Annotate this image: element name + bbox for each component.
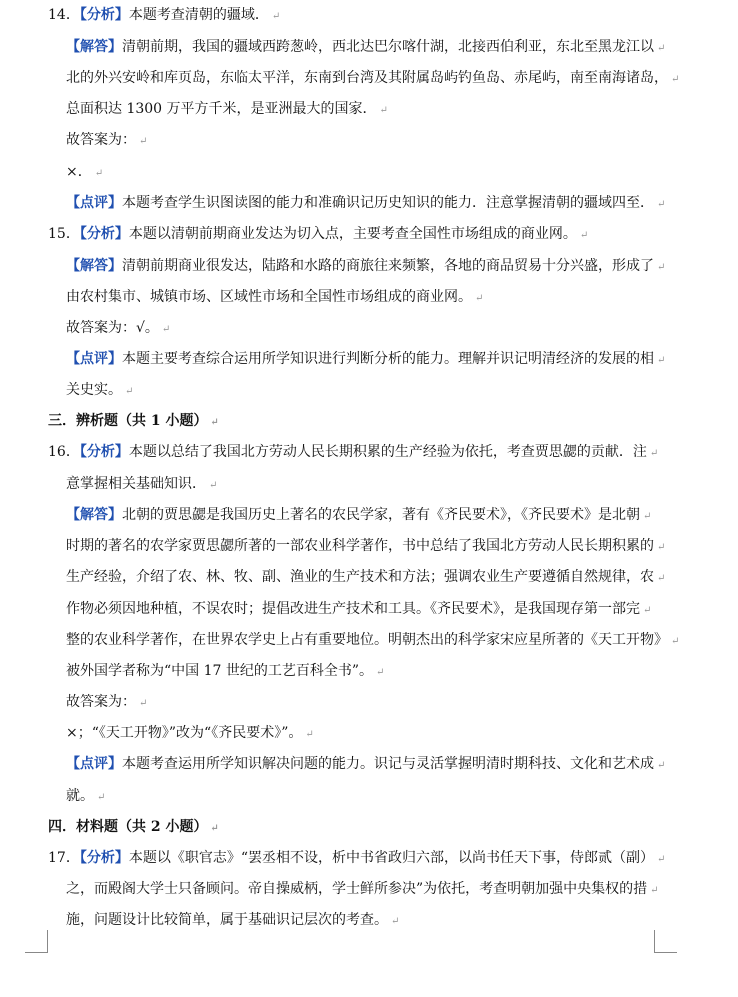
line-text: 北朝的贾思勰是我国历史上著名的农民学家，著有《齐民要术》，《齐民要术》是北朝	[122, 507, 640, 523]
answer-tag: 【点评】	[66, 351, 122, 367]
line-text: 就。	[66, 788, 94, 804]
paragraph-mark: ↵	[650, 885, 659, 896]
paragraph-mark: ↵	[657, 355, 666, 366]
paragraph-mark: ↵	[657, 542, 666, 553]
text-line	[66, 380, 133, 402]
paragraph-mark: ↵	[210, 417, 219, 428]
paragraph-mark: ↵	[475, 293, 484, 304]
paragraph-mark: ↵	[376, 667, 385, 678]
line-text: 被外国学者称为“中国 17 世纪的工艺百科全书”。	[66, 663, 374, 679]
paragraph-mark: ↵	[209, 480, 218, 491]
answer-tag: 【分析】	[79, 226, 129, 242]
line-text: 北的外兴安岭和库页岛，东临太平洋，东南到台湾及其附属岛屿钓鱼岛、赤尾屿，南至南海诸岛，	[66, 70, 668, 86]
text-line	[66, 162, 103, 184]
text-line	[48, 5, 280, 27]
text-line	[66, 349, 665, 371]
text-line	[66, 786, 105, 808]
paragraph-mark: ↵	[657, 43, 666, 54]
text-line	[48, 224, 588, 246]
paragraph-mark: ↵	[125, 386, 134, 397]
paragraph-mark: ↵	[657, 199, 666, 210]
paragraph-mark: ↵	[97, 792, 106, 803]
text-line	[66, 879, 659, 901]
line-text: 由农村集市、城镇市场、区域性市场和全国性市场组成的商业网。	[66, 289, 472, 305]
text-line	[66, 536, 665, 558]
section-heading	[48, 817, 219, 839]
text-line	[66, 599, 651, 621]
paragraph-mark: ↵	[210, 823, 219, 834]
paragraph-mark: ↵	[305, 729, 314, 740]
answer-tag: 【分析】	[79, 850, 129, 866]
answer-tag: 【分析】	[79, 7, 129, 23]
text-line	[66, 692, 147, 714]
line-text: 故答案为：√。	[66, 320, 159, 336]
text-line	[66, 754, 665, 776]
line-text: 之，而殿阁大学士只备顾问。帝自操威柄，学士鲜所参决”为依托，考查明朝加强中央集权的措	[66, 881, 648, 897]
line-text: ×；“《天工开物》”改为“《齐民要术》”。	[66, 725, 303, 741]
line-text: 本题考查运用所学知识解决问题的能力。识记与灵活掌握明清时期科技、文化和艺术成	[122, 756, 654, 772]
text-line	[66, 723, 314, 745]
line-text: 时期的著名的农学家贾思勰所著的一部农业科学著作，书中总结了我国北方劳动人民长期积累的	[66, 538, 654, 554]
answer-tag: 【解答】	[66, 39, 122, 55]
paragraph-mark: ↵	[94, 168, 104, 179]
line-text: 关史实。	[66, 382, 122, 398]
line-text: 本题以总结了我国北方劳动人民长期积累的生产经验为依托，考查贾思勰的贡献．注	[128, 444, 647, 460]
text-line	[66, 256, 665, 278]
text-line	[66, 630, 679, 652]
paragraph-mark: ↵	[656, 854, 666, 865]
line-text: 本题考查清朝的疆域．	[128, 7, 269, 23]
line-text: 本题以清朝前期商业发达为切入点，主要考查全国性市场组成的商业网。	[128, 226, 577, 242]
paragraph-mark: ↵	[671, 636, 680, 647]
paragraph-mark: ↵	[671, 74, 680, 85]
paragraph-mark: ↵	[657, 262, 666, 273]
text-line	[66, 37, 665, 59]
question-number: 15．	[48, 226, 80, 242]
paragraph-mark: ↵	[161, 324, 171, 335]
text-line	[66, 287, 483, 309]
paragraph-mark: ↵	[649, 448, 659, 459]
paragraph-mark: ↵	[643, 511, 652, 522]
text-line	[66, 318, 170, 340]
line-text: 本题主要考查综合运用所学知识进行判断分析的能力。理解并识记明清经济的发展的相	[122, 351, 654, 367]
line-text: 整的农业科学著作，在世界农学史上占有重要地位。明朝杰出的科学家宋应星所著的《天工开物》	[66, 632, 668, 648]
line-text: 意掌握相关基础知识．	[66, 476, 206, 492]
line-text: 三．辨析题（共 1 小题）	[48, 413, 208, 429]
text-line	[48, 442, 658, 464]
paragraph-mark: ↵	[271, 11, 281, 22]
answer-tag: 【解答】	[66, 258, 122, 274]
line-text: 作物必须因地种植，不误农时；提倡改进生产技术和工具。《齐民要术》，是我国现存第一部完	[66, 601, 640, 617]
text-line	[66, 193, 665, 215]
text-line	[66, 567, 665, 589]
text-line	[66, 130, 147, 152]
line-text: ×．	[66, 164, 92, 180]
page-corner-mark-left	[25, 930, 48, 953]
answer-tag: 【点评】	[66, 195, 122, 211]
paragraph-mark: ↵	[643, 605, 652, 616]
answer-tag: 【分析】	[79, 444, 129, 460]
text-line	[66, 68, 679, 90]
line-text: 施，问题设计比较简单，属于基础识记层次的考查。	[66, 912, 388, 928]
question-number: 16．	[48, 444, 80, 460]
line-text: 四．材料题（共 2 小题）	[48, 819, 208, 835]
answer-tag: 【解答】	[66, 507, 122, 523]
text-line	[66, 99, 388, 121]
line-text: 清朝前期商业很发达，陆路和水路的商旅往来频繁，各地的商品贸易十分兴盛，形成了	[122, 258, 654, 274]
text-line	[48, 848, 665, 870]
line-text: 故答案为：	[66, 132, 136, 148]
paragraph-mark: ↵	[379, 105, 388, 116]
line-text: 故答案为：	[66, 694, 136, 710]
text-line	[66, 474, 217, 496]
paragraph-mark: ↵	[657, 573, 666, 584]
section-heading	[48, 411, 219, 433]
text-line	[66, 910, 399, 932]
paragraph-mark: ↵	[579, 230, 589, 241]
page-corner-mark-right	[654, 930, 677, 953]
text-line	[66, 505, 651, 527]
paragraph-mark: ↵	[391, 916, 400, 927]
question-number: 14．	[48, 7, 80, 23]
answer-tag: 【点评】	[66, 756, 122, 772]
line-text: 清朝前期，我国的疆域西跨葱岭，西北达巴尔喀什湖，北接西伯利亚，东北至黑龙江以	[122, 39, 654, 55]
paragraph-mark: ↵	[139, 136, 148, 147]
paragraph-mark: ↵	[139, 698, 148, 709]
question-number: 17．	[48, 850, 80, 866]
line-text: 本题以《职官志》“罢丞相不设，析中书省政归六部，以尚书任天下事，侍郎贰（副）	[128, 850, 654, 866]
line-text: 生产经验，介绍了农、林、牧、副、渔业的生产技术和方法；强调农业生产要遵循自然规律，农	[66, 569, 654, 585]
text-line	[66, 661, 384, 683]
paragraph-mark: ↵	[657, 760, 666, 771]
line-text: 总面积达 1300 万平方千米，是亚洲最大的国家．	[66, 101, 377, 117]
line-text: 本题考查学生识图读图的能力和准确识记历史知识的能力．注意掌握清朝的疆域四至．	[122, 195, 654, 211]
